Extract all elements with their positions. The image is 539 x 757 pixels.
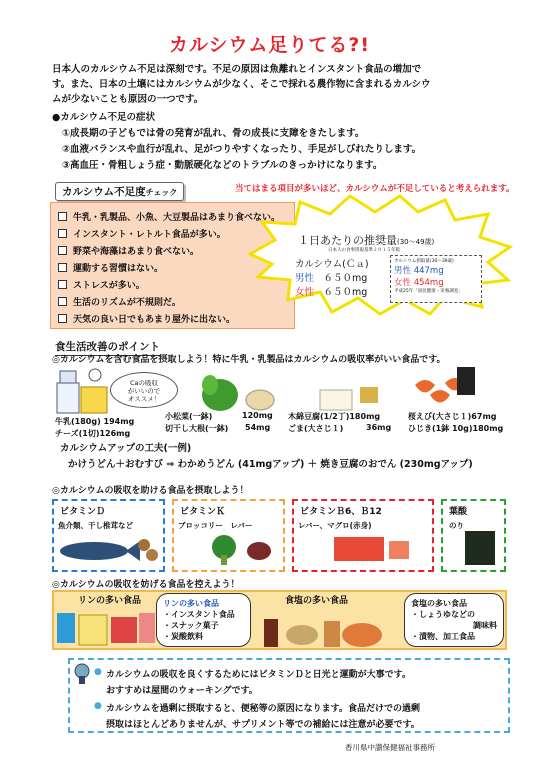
- food-label-sesame: ごま(大さじ１): [288, 424, 344, 433]
- hinder-heading: ◎カルシウムの吸収を妨げる食品を控えよう！: [52, 580, 240, 590]
- bubble-line: がいいので: [127, 387, 161, 395]
- intro-line: す。また、日本の土壌にはカルシウムが少なく、そこで採れる農作物に含まれるカルシウ: [52, 79, 431, 90]
- walking-icon: [73, 663, 91, 685]
- info-line: 摂取はほとんどありませんが、サプリメント等での補給には注意が必要です。: [106, 720, 420, 730]
- food-value-komatsuna: 120mg: [242, 411, 273, 420]
- salt-item: ・しょうゆなどの: [411, 610, 475, 619]
- food-label-shrimp: 桜えび(大さじ１)67mg: [408, 412, 497, 421]
- folic-acid-text: のり: [449, 521, 464, 530]
- bubble-line: オススメ！: [127, 395, 161, 403]
- food-value-kiriboshi: 54mg: [245, 423, 271, 432]
- vitamin-k-text: ブロッコリー レバー: [178, 521, 253, 530]
- phosphorus-item: ・インスタント食品: [163, 610, 235, 619]
- checklist-label: インスタント・レトルト食品が多い。: [73, 230, 226, 240]
- bullet-icon: ●: [94, 701, 102, 711]
- checklist-label: 運動する習慣はない。: [73, 264, 164, 274]
- checklist-item: [58, 227, 226, 240]
- salt-callout: [404, 593, 504, 647]
- intake-title-text: １日あたりの推奨量: [298, 234, 397, 247]
- info-line: カルシウムを過剰に摂取すると、便秘等の原因になります。食品だけでの過剰: [106, 704, 420, 714]
- food-label-milk: 牛乳(180g) 194mg: [55, 417, 135, 426]
- symptom-item: ②血液バランスや血行が乱れ、足がつりやすくなったり、手足がしびれたりします。: [62, 144, 422, 155]
- intake-age: (30～49歳): [397, 238, 435, 246]
- points-subheading: ◎カルシウムを含む食品を摂取しよう！特に牛乳・乳製品はカルシウムの吸収率がいい食品です。: [52, 355, 446, 365]
- vitamin-d-box: [52, 499, 165, 572]
- footer-org: 香川県中讃保健福祉事務所: [345, 743, 435, 752]
- salt-item: 調味料: [473, 621, 497, 630]
- intake-nutrient: カルシウム(Ｃａ): [295, 259, 369, 270]
- checklist-item: [58, 312, 235, 325]
- phosphorus-callout: [156, 593, 251, 647]
- symptom-item: ③高血圧・骨粗しょう症・動脈硬化などのトラブルのきっかけになります。: [62, 160, 383, 171]
- info-line: カルシウムの吸収を良くするためにはビタミンＤと日光と運動が大事です。: [106, 670, 411, 680]
- food-label-komatsuna: 小松菜(一鉢): [165, 412, 213, 421]
- checklist-label: 天気の良い日でもあまり屋外に出ない。: [73, 315, 236, 325]
- checklist-label: 生活のリズムが不規則だ。: [73, 298, 181, 308]
- food-label-hijiki: ひじき(1鉢 10g)180mg: [408, 424, 504, 433]
- broccoli-icon: [174, 531, 279, 567]
- checkbox[interactable]: [58, 314, 67, 323]
- survey-title: カルシウム摂取量(30～39歳): [394, 259, 454, 264]
- checkbox[interactable]: [58, 229, 67, 238]
- hijiki-icon: [457, 367, 475, 395]
- check-title-main: カルシウム不足度: [62, 186, 146, 198]
- intake-female: [295, 284, 367, 298]
- intake-male: [295, 270, 367, 284]
- phosphorus-item: ・炭酸飲料: [163, 632, 203, 641]
- intake-title: [298, 232, 434, 248]
- survey-male: 男性 447mg: [394, 266, 444, 276]
- vitamin-k-box: [172, 499, 285, 572]
- milk-icon: [57, 369, 107, 413]
- check-note: 当てはまる項目が多いほど、カルシウムが不足していると考えられます。: [235, 184, 515, 194]
- survey-source: 平成25年「国民健康・栄養調査」: [394, 289, 463, 294]
- food-label-cheese: チーズ(1切)126mg: [55, 429, 131, 438]
- intro-line: ムが少ないことも原因の一つです。: [52, 94, 204, 105]
- survey-box: [390, 255, 482, 303]
- checkbox[interactable]: [58, 212, 67, 221]
- male-label: 男性: [295, 273, 315, 284]
- checklist-item: [58, 261, 163, 274]
- nori-icon: [443, 531, 503, 567]
- phosphorus-label: リンの多い食品: [78, 596, 142, 606]
- symptom-item: ①成長期の子どもでは骨の発育が乱れ、骨の成長に支障をきたします。: [62, 128, 365, 139]
- bubble-line: Caの吸収: [129, 379, 159, 387]
- food-value-sesame: 36mg: [366, 423, 392, 432]
- checklist-label: 野菜や海藻はあまり食べない。: [73, 247, 200, 257]
- phosphorus-item: ・スナック菓子: [163, 621, 219, 630]
- points-heading: 食生活改善のポイント: [55, 339, 160, 356]
- checklist-label: 牛乳・乳製品、小魚、大豆製品はあまり食べない。: [73, 213, 281, 223]
- tuna-icon: [294, 531, 429, 567]
- female-label: 女性: [295, 287, 315, 298]
- helps-heading: ◎カルシウムの吸収を助ける食品を摂取しよう！: [52, 486, 249, 496]
- male-value: ６５０mg: [323, 273, 368, 284]
- intake-source: 日本人の食事摂取基準２０１５年版: [328, 248, 400, 253]
- female-value: ６５０mg: [323, 287, 368, 298]
- folic-acid-box: [441, 499, 506, 572]
- symptoms-heading: ●カルシウム不足の症状: [52, 112, 155, 123]
- info-line: おすすめは屋間のウォーキングです。: [106, 686, 258, 696]
- salty-food-icon: [262, 605, 397, 650]
- instant-food-icon: [55, 605, 160, 650]
- tofu-icon: [320, 387, 378, 410]
- kufu-title: カルシウムアップの工夫(一例): [60, 443, 192, 454]
- kufu-text: かけうどん＋おむすび ⇒ わかめうどん (41mgアップ) ＋ 焼き豆腐のおでん (230mgアップ): [68, 459, 473, 470]
- intro-line: 日本人のカルシウム不足は深刻です。不足の原因は魚離れとインスタント食品の増加で: [52, 64, 422, 75]
- checkbox[interactable]: [58, 263, 67, 272]
- kiriboshi-icon: [246, 390, 274, 410]
- survey-female: 女性 454mg: [394, 278, 444, 288]
- vitamin-k-title: ビタミンＫ: [180, 507, 226, 517]
- phosphorus-title: リンの多い食品: [163, 599, 219, 608]
- checklist-item: [58, 244, 199, 257]
- vitamin-d-text: 魚介類、干し椎茸など: [58, 521, 133, 530]
- komatsuna-icon: [202, 375, 238, 411]
- vitamin-b-text: レバー、マグロ(赤身): [298, 521, 372, 530]
- bullet-icon: ●: [94, 667, 102, 677]
- intro-paragraph: [52, 62, 492, 107]
- check-title: [55, 182, 184, 201]
- checkbox[interactable]: [58, 246, 67, 255]
- checklist-item: [58, 295, 181, 308]
- salt-label: 食塩の多い食品: [285, 596, 349, 606]
- food-label-kiriboshi: 切干し大根(一鉢): [165, 424, 229, 433]
- food-label-tofu: 木綿豆腐(1/2丁)180mg: [288, 412, 381, 421]
- vitamin-b-title: ビタミンＢ6、Ｂ12: [300, 507, 382, 517]
- checklist-label: ストレスが多い。: [73, 281, 145, 291]
- checklist-item: [58, 278, 145, 291]
- check-title-small: チェック: [145, 188, 178, 197]
- page-title: カルシウム足りてる?!: [168, 34, 371, 56]
- salt-title: 食塩の多い食品: [411, 599, 467, 608]
- fish-icon: [54, 531, 159, 567]
- checkbox[interactable]: [58, 297, 67, 306]
- vitamin-b-box: [292, 499, 434, 572]
- folic-acid-title: 葉酸: [449, 507, 468, 517]
- vitamin-d-title: ビタミンＤ: [60, 507, 106, 517]
- salt-item: ・漬物、加工食品: [411, 632, 475, 641]
- speech-bubble: [110, 372, 178, 408]
- checkbox[interactable]: [58, 280, 67, 289]
